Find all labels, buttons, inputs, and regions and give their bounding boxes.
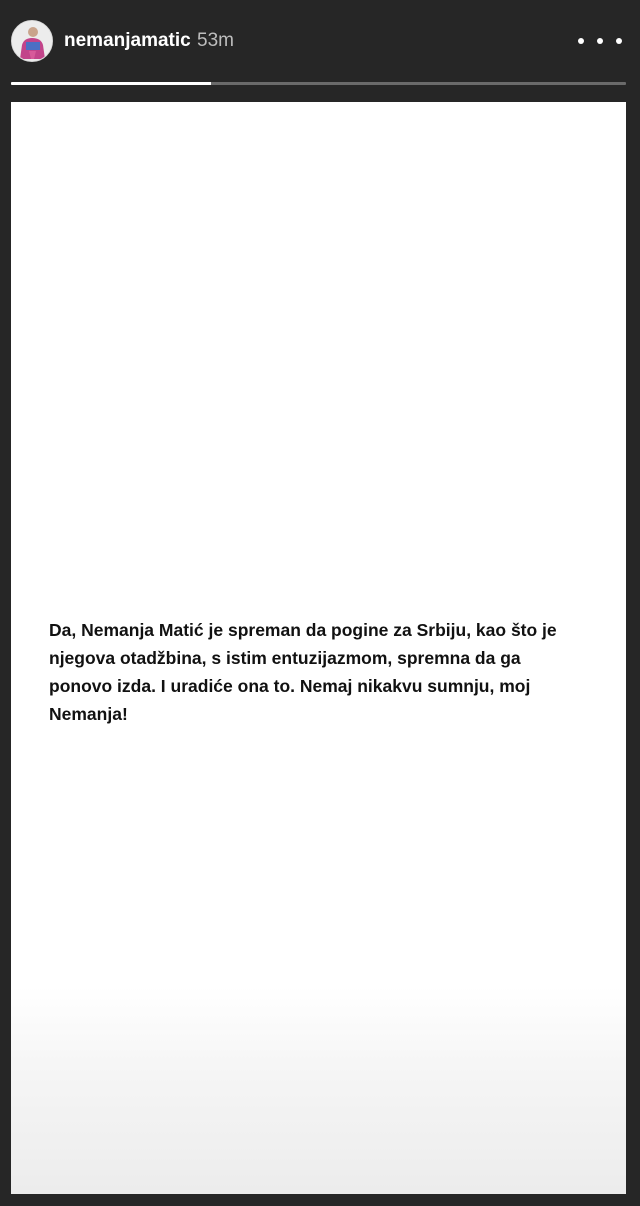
more-horizontal-icon	[578, 38, 584, 44]
avatar[interactable]	[11, 20, 53, 62]
more-horizontal-icon	[616, 38, 622, 44]
story-progress-bar	[11, 82, 626, 85]
more-horizontal-icon	[597, 38, 603, 44]
profile-photo-icon	[12, 21, 52, 61]
username[interactable]: nemanjamatic	[64, 30, 191, 51]
more-options-button[interactable]	[578, 26, 622, 56]
story-content[interactable]	[11, 102, 626, 1194]
story-text: Da, Nemanja Matić je spreman da pogine za Srbiju, kao što je njegova otadžbina, s istim entuzijazmom, spremna da ga ponovo izda. I uradiće ona to. Nemaj nikakvu sumnju, moj Nemanja!	[49, 620, 557, 724]
story-header	[0, 0, 640, 84]
timestamp: 53m	[197, 30, 234, 51]
story-progress-fill	[11, 82, 211, 85]
